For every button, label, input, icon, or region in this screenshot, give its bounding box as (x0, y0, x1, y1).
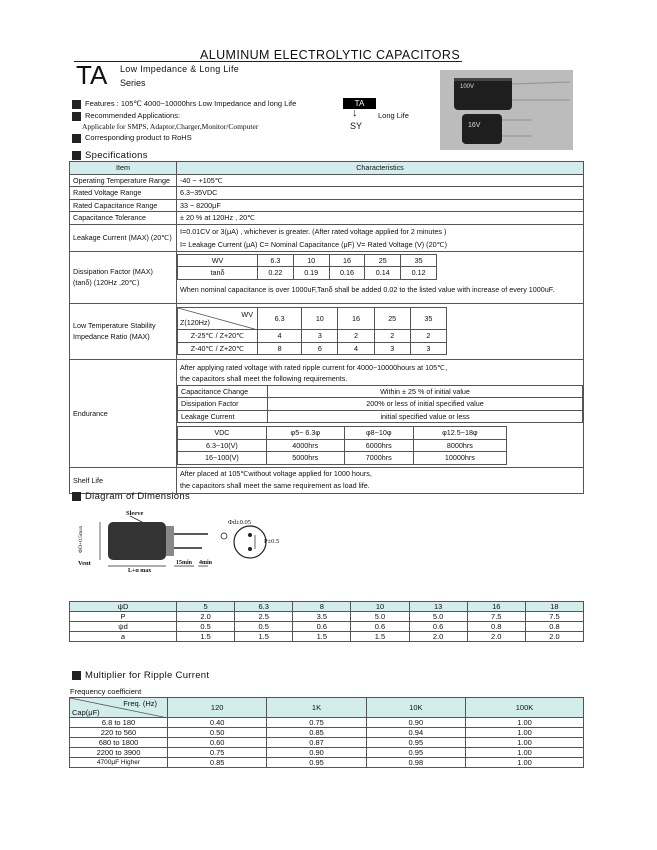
wv-cell: 16 (338, 308, 374, 330)
ripple-cell: 1.00 (466, 728, 584, 738)
label-sleeve: Sleeve (126, 510, 144, 517)
wv-cell: 35 (401, 254, 437, 267)
series-flow-arrow-icon: ↓ (352, 107, 358, 119)
z-row-label: Z-40℃ / Z+20℃ (178, 342, 258, 355)
dim-cell: 0.5 (177, 622, 235, 632)
dim-cell: 1.5 (351, 632, 409, 642)
endurance-cell (177, 359, 584, 467)
dim-col: 5 (177, 602, 235, 612)
leakage-value (177, 224, 584, 251)
dim-cell: 1.5 (293, 632, 351, 642)
label-lead4: 4min (199, 560, 213, 566)
shelf-value: After placed at 105℃without voltage applied for 1000 hours, the capacitors shall meet the same requirement as load life. (177, 467, 584, 493)
freq-header: 100K (466, 698, 584, 718)
series-flow-side: Long Life (378, 111, 409, 120)
wv-cell: 25 (365, 254, 401, 267)
wv-cell: 35 (410, 308, 446, 330)
dim-cell: 5.0 (351, 612, 409, 622)
ripple-title: Multiplier for Ripple Current (72, 670, 209, 681)
ripple-cell: 0.90 (366, 718, 465, 728)
endurance-value: 200% or less of initial specified value (268, 398, 583, 411)
leakage-line-1: I=0.01CV or 3(μA) , whichever is greater. (After rated voltage applied for 2 minutes ) (180, 226, 447, 236)
photo-label-2: 16V (468, 122, 481, 129)
spec-label: Rated Voltage Range (70, 187, 177, 200)
series-subtitle-1: Low Impedance & Long Life (120, 64, 240, 74)
ripple-cell: 0.95 (366, 738, 465, 748)
endurance-table (177, 385, 583, 424)
capacitor-end-icon (234, 526, 266, 558)
z-cell: 2 (374, 330, 410, 343)
spec-label: Operating Temperature Range (70, 174, 177, 187)
dim-cell: 3.5 (293, 612, 351, 622)
ripple-cell: 0.90 (267, 748, 366, 758)
z-cell: 4 (258, 330, 302, 343)
spec-label: Low Temperature Stability Impedance Ratio (MAX) (70, 303, 177, 359)
ripple-cell: 0.75 (267, 718, 366, 728)
endurance-value: initial specified value or less (268, 410, 583, 423)
label-diameter: ΦD+0.5max (78, 525, 84, 553)
tan-cell: 0.19 (293, 267, 329, 280)
dim-cell: 0.6 (293, 622, 351, 632)
label-vent: Vent (78, 560, 91, 567)
cap-cell: 2200 to 3900 (70, 748, 168, 758)
col-item: Item (70, 162, 177, 175)
dim-cell: 0.6 (351, 622, 409, 632)
bullet-square-icon (72, 151, 81, 160)
z-cell: 3 (374, 342, 410, 355)
series-flow-below: SY (350, 121, 363, 131)
series-code: TA (76, 60, 108, 90)
endurance-label: Leakage Current (178, 410, 268, 423)
ripple-cell: 0.40 (168, 718, 267, 728)
wv-cell: 6.3 (258, 308, 302, 330)
z-cell: 2 (338, 330, 374, 343)
dim-col: 18 (525, 602, 583, 612)
dim-col: 10 (351, 602, 409, 612)
spec-label: Capacitance Tolerance (70, 212, 177, 225)
bullet-square-icon (72, 100, 81, 109)
dim-col: 16 (467, 602, 525, 612)
ripple-cell: 0.75 (168, 748, 267, 758)
capacitor-body-icon (108, 522, 166, 560)
cap-cell: 6.8 to 180 (70, 718, 168, 728)
dim-cell: 2.0 (409, 632, 467, 642)
cap-cell: 680 to 1800 (70, 738, 168, 748)
dim-header: ψd (70, 622, 177, 632)
life-table (177, 426, 507, 465)
tan-label: tanδ (178, 267, 258, 280)
z-cell: 4 (338, 342, 374, 355)
spec-label: Endurance (70, 359, 177, 467)
dim-cell: 0.8 (467, 622, 525, 632)
dim-cell: 2.0 (525, 632, 583, 642)
bullet-square-icon (72, 134, 81, 143)
life-cell: 6.3~10(V) (178, 439, 267, 452)
z-cell: 6 (302, 342, 338, 355)
z-row-label: Z-25℃ / Z+20℃ (178, 330, 258, 343)
life-cell: 4000hrs (266, 439, 344, 452)
ripple-cell: 1.00 (466, 758, 584, 768)
z-cell: 3 (410, 342, 446, 355)
spec-label: Leakage Current (MAX) (20℃) (70, 224, 177, 251)
bullet-square-icon (72, 492, 81, 501)
freq-header: 120 (168, 698, 267, 718)
ripple-cell: 1.00 (466, 748, 584, 758)
feature-line-1: Features : 105℃ 4000~10000hrs Low Impedance and long Life (72, 99, 296, 109)
dim-col: 8 (293, 602, 351, 612)
ripple-cell: 0.50 (168, 728, 267, 738)
wv-cell: 10 (293, 254, 329, 267)
endurance-label: Capacitance Change (178, 385, 268, 398)
series-flow-box: TA (343, 98, 376, 109)
dim-cell: 7.5 (525, 612, 583, 622)
life-cell: 10000hrs (413, 452, 506, 465)
spec-label: Dissipation Factor (MAX) (tanδ) (120Hz ,20℃) (70, 251, 177, 303)
ripple-cell: 0.85 (168, 758, 267, 768)
ripple-cell: 1.00 (466, 718, 584, 728)
ripple-cell: 0.60 (168, 738, 267, 748)
feature-line-3: Applicable for SMPS, Adaptor,Charger,Monitor/Computer (82, 122, 259, 131)
wv-cell: 25 (374, 308, 410, 330)
life-header: φ12.5~18φ (413, 427, 506, 440)
leakage-line-2: I= Leakage Current (μA) C= Nominal Capacitance (μF) V= Rated Voltage (V) (20℃) (180, 239, 448, 249)
endurance-intro-1: After applying rated voltage with rated ripple current for 4000~10000hours at 105℃, (180, 362, 448, 372)
dim-cell: 5.0 (409, 612, 467, 622)
dimension-diagram (90, 508, 310, 584)
z-cell: 2 (410, 330, 446, 343)
spec-value: ± 20 % at 120Hz , 20℃ (177, 212, 584, 225)
dimensions-table (69, 601, 584, 642)
dissipation-table (177, 254, 437, 280)
freq-cap-header: Freq. (Hz) Cap(μF) (70, 698, 168, 718)
specifications-title: Specifications (72, 150, 148, 161)
spec-value: 6.3~35VDC (177, 187, 584, 200)
tan-cell: 0.22 (258, 267, 294, 280)
specifications-table (69, 161, 584, 494)
wv-cell: 10 (302, 308, 338, 330)
dim-cell: 1.5 (235, 632, 293, 642)
dim-cell: 0.8 (525, 622, 583, 632)
ripple-cell: 0.98 (366, 758, 465, 768)
feature-line-4: Corresponding product to RoHS (72, 133, 192, 143)
ripple-table (69, 697, 584, 768)
dim-cell: 0.6 (409, 622, 467, 632)
cap-cell: 4700μF Higher (70, 758, 168, 768)
bullet-square-icon (72, 671, 81, 680)
spec-label: Rated Capacitance Range (70, 199, 177, 212)
ripple-cell: 0.94 (366, 728, 465, 738)
dim-cell: 2.0 (467, 632, 525, 642)
life-cell: 7000hrs (344, 452, 413, 465)
ripple-cell: 0.95 (267, 758, 366, 768)
page-title: ALUMINUM ELECTROLYTIC CAPACITORS (200, 48, 461, 62)
bullet-square-icon (72, 112, 81, 121)
z-cell: 8 (258, 342, 302, 355)
life-cell: 5000hrs (266, 452, 344, 465)
endurance-value: Within ± 25 % of initial value (268, 385, 583, 398)
dim-col: 6.3 (235, 602, 293, 612)
ripple-cell: 0.95 (366, 748, 465, 758)
label-lead15: 15min (176, 560, 193, 566)
product-photo (440, 70, 573, 150)
life-header: VDC (178, 427, 267, 440)
col-characteristics: Characteristics (177, 162, 584, 175)
dim-cell: 7.5 (467, 612, 525, 622)
life-cell: 6000hrs (344, 439, 413, 452)
tan-cell: 0.16 (329, 267, 365, 280)
dimensions-title: Diagram of Dimensions (72, 491, 190, 502)
dim-cell: 2.0 (177, 612, 235, 622)
dissipation-note: When nominal capacitance is over 1000uF,Tanδ shall be added 0.02 to the listed value with increase of every 1000uF. (180, 284, 555, 294)
cap-cell: 220 to 560 (70, 728, 168, 738)
dim-header: P (70, 612, 177, 622)
tan-cell: 0.14 (365, 267, 401, 280)
dim-cell: 0.5 (235, 622, 293, 632)
tan-cell: 0.12 (401, 267, 437, 280)
ripple-cell: 1.00 (466, 738, 584, 748)
life-cell: 16~100(V) (178, 452, 267, 465)
life-header: φ5~ 6.3φ (266, 427, 344, 440)
ripple-cell: 0.87 (267, 738, 366, 748)
z-cell: 3 (302, 330, 338, 343)
wv-label: WV (178, 254, 258, 267)
freq-header: 10K (366, 698, 465, 718)
dissipation-cell (177, 251, 584, 303)
wv-cell: 6.3 (258, 254, 294, 267)
wv-cell: 16 (329, 254, 365, 267)
capacitor-photo-icon (440, 70, 573, 150)
spec-value: 33 ~ 8200μF (177, 199, 584, 212)
label-lead-diameter: Φd±0.05 (228, 519, 251, 526)
freq-coefficient-label: Frequency coefficient (70, 687, 142, 696)
header-rule (74, 61, 462, 62)
label-pitch: P±0.5 (264, 538, 280, 545)
photo-label-1: 100V (460, 84, 475, 90)
freq-header: 1K (267, 698, 366, 718)
label-length: L+α max (128, 568, 152, 574)
feature-line-2: Recommended Applications: (72, 111, 180, 121)
wv-z-header: WV Z(120Hz) (178, 308, 258, 330)
spec-value: -40 ~ +105℃ (177, 174, 584, 187)
life-cell: 8000hrs (413, 439, 506, 452)
spec-label: Shelf Life (70, 467, 177, 493)
series-subtitle-2: Series (120, 78, 146, 88)
low-temp-table (177, 307, 447, 355)
low-temp-cell (177, 303, 584, 359)
endurance-label: Dissipation Factor (178, 398, 268, 411)
dim-header: ψD (70, 602, 177, 612)
ripple-cell: 0.85 (267, 728, 366, 738)
endurance-intro-2: the capacitors shall meet the following requirements. (180, 373, 348, 383)
life-header: φ8~10φ (344, 427, 413, 440)
dim-cell: 2.5 (235, 612, 293, 622)
dim-cell: 1.5 (177, 632, 235, 642)
dim-col: 13 (409, 602, 467, 612)
dim-header: a (70, 632, 177, 642)
